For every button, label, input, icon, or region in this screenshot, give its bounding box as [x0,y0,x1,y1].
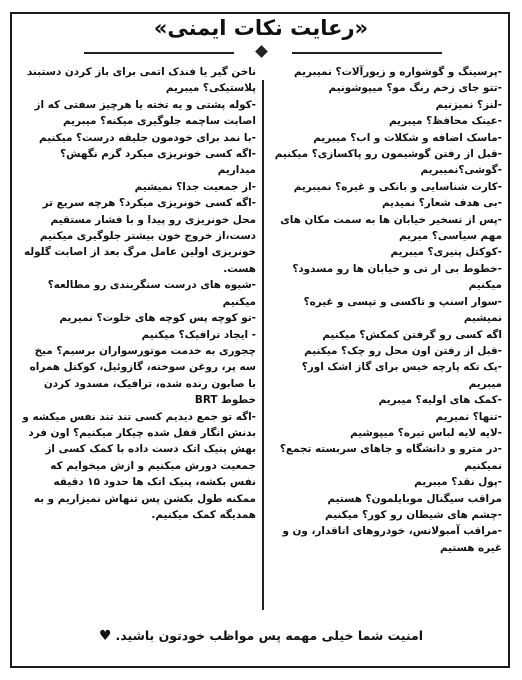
tip-item: -پول نقد؟ میبریم [414,476,502,489]
tip-item: -کمک های اولیه؟ میبریم [378,394,502,407]
tips-column-right [266,64,502,620]
tip-item: -قبل از رفتن گوشیمون رو پاکسازی؟ میکنیم [274,148,502,161]
tip-item: -تنها؟ نمیریم [435,410,502,423]
tip-item: -گوشی؟نمیبریم [420,164,502,177]
tip-item: -اگه کسی خونریزی میکرد؟ هرچه سریع تر محل خونریزی رو پیدا و با فشار مستقیم دست،از خروج خون بیشتر جلوگیری میکنیم خونریزی اولین عامل مرگ بعد از اصابت گلوله هست. [23,197,256,275]
tip-item: -لنز؟ نمیزنیم [435,98,502,111]
column-divider [262,80,264,610]
tip-item: -اگه تو جمع دیدیم کسی تند تند نفس میکشه و بدنش انگار قفل شده چیکار میکنیم؟ اون فرد بهش پنیک اتک دست داده با کمک کسی از جمعیت دورش میکنیم و ازش میخوایم که نفس بکشه، پنیک اتک ها حدود ۱۵ دقیقه ممکنه طول بکشن پس تنهاش نمیزاریم و به همدیگه کمک میکنیم. [22,410,256,521]
tip-item: -چشم های شیطان رو کور؟ میکنیم [325,508,502,521]
tip-item: -تو کوچه پس کوچه های خلوت؟ نمیریم [59,312,256,325]
tip-item: -سوار اسنپ و تاکسی و تپسی و غیره؟ نمیشیم [303,295,502,325]
title-divider-left [84,52,234,54]
heart-icon: ♥ [98,628,112,644]
tip-item: -لایه لایه لباس تیره؟ میپوشیم [350,426,502,439]
tip-item: -در مترو و دانشگاه و جاهای سربسته تجمع؟ نمیکنیم [279,443,502,472]
tip-item: -تتو جای زخم رنگ مو؟ میپوشونیم [328,82,502,95]
tip-item: -شیوه های درست سنگربندی رو مطالعه؟ میکنیم [47,279,256,308]
tip-item: -با نمد برای خودمون جلیقه درست؟ میکنیم [39,131,256,144]
tip-item: -خطوط بی ار تی و خیابان ها رو مسدود؟ میکنیم [292,262,502,292]
tip-item: -پس از تسخیر خیابان ها به سمت مکان های مهم سیاسی؟ میریم [280,213,502,243]
tip-item: -یک تکه پارچه خیس برای گاز اشک اور؟ میبریم [301,361,502,390]
tip-item: -مراقب آمبولانس، خودروهای اتاقدار، ون و غیره هستیم [282,525,502,554]
tip-item: -کوکتل پنیری؟ میبریم [390,246,502,259]
tip-item: -عینک محافظ؟ میبریم [389,115,502,128]
tip-item: چجوری به خدمت موتورسواران برسیم؟ میخ سه پر، روغن سوخته، گازوئیل، کوکتل همراه با صابون رنده شده، ترافیک، مسدود کردن خطوط BRT [29,344,256,407]
tip-item: ناخن گیر یا فندک اتمی برای باز کردن دستبند پلاستیکی؟ میبریم [27,66,256,95]
tip-item: -ماسک اضافه و شکلات و اب؟ میبریم [313,131,502,144]
footer-note [0,628,522,644]
tips-column-left [20,64,256,620]
tip-item: -پرسینگ و گوشواره و زیورآلات؟ نمیبریم [293,66,502,78]
tip-item: مراقب سیگنال موبایلمون؟ هستیم [327,492,502,505]
tip-item: -قبل از رفتن اون محل رو چک؟ میکنیم [304,344,502,357]
tip-item: -کوله پشتی و یه تخته یا هرچیز سفتی که از اصابت ساچمه جلوگیری میکنه؟ میبریم [34,98,256,128]
tip-item: - ایجاد ترافیک؟ میکنیم [141,328,256,341]
page-title: «رعایت نکات ایمنی» [153,16,369,40]
tip-item: -اگه کسی خونریزی میکرد گرم نگهش؟ میداریم [60,148,256,177]
tip-item: -بی هدف شعار؟ نمیدیم [381,197,502,210]
tip-item: -از جمعیت جدا؟ نمیشیم [134,180,256,193]
tip-item: اگه کسی رو گرفتن کمکش؟ میکنیم [322,328,502,341]
tip-item: -کارت شناسایی و بانکی و غیره؟ نمیبریم [293,180,502,193]
footer-text: امنیت شما خیلی مهمه پس مواظب خودتون باشید. [115,628,424,643]
title-divider-right [292,52,442,54]
